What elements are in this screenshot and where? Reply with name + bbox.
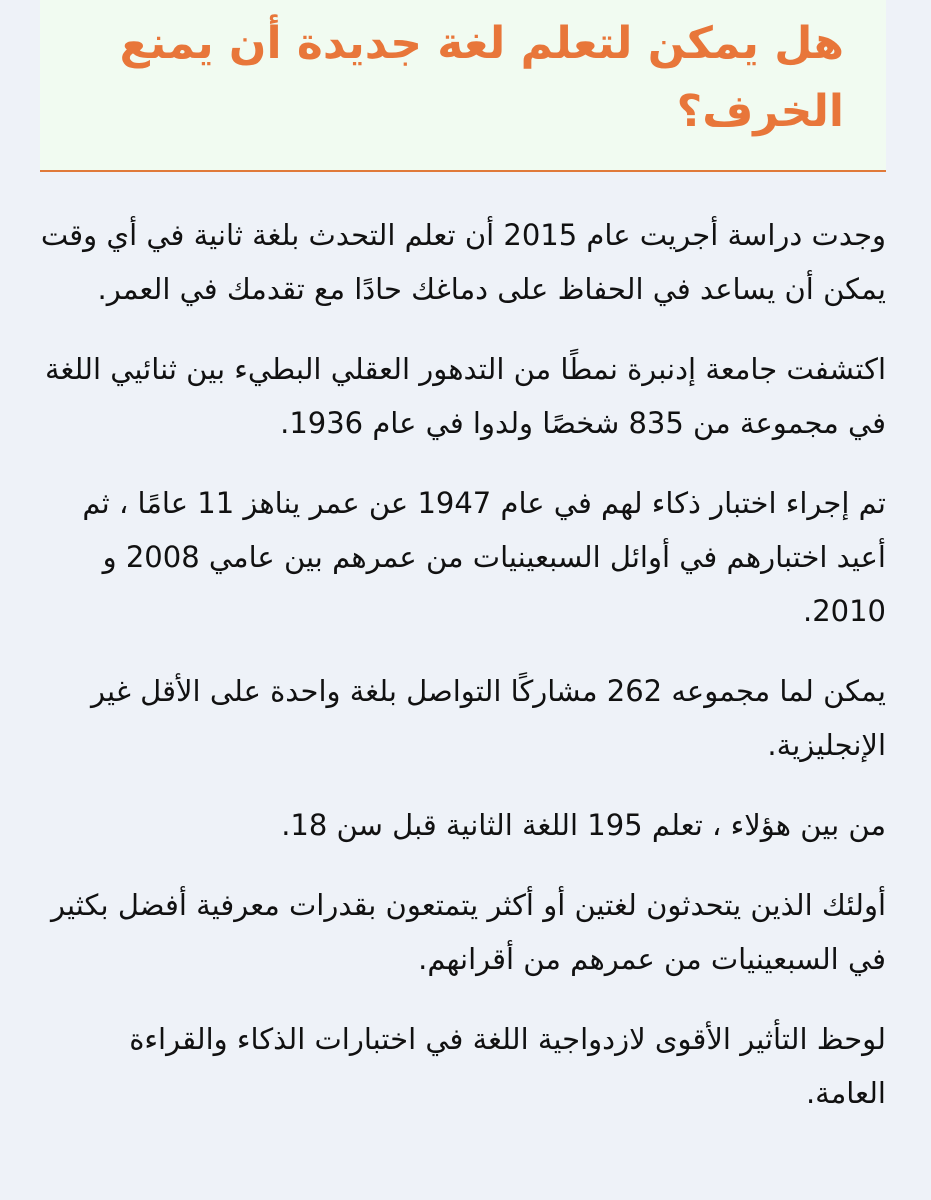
paragraph-study-2015: وجدت دراسة أجريت عام 2015 أن تعلم التحدث بلغة ثانية في أي وقت يمكن أن يساعد في الحفاظ على دماغك حادًا مع تقدمك في العمر. <box>40 218 886 306</box>
paragraph-participants: يمكن لما مجموعه 262 مشاركًا التواصل بلغة واحدة على الأقل غير الإنجليزية. <box>91 674 886 762</box>
paragraph-before-18: من بين هؤلاء ، تعلم 195 اللغة الثانية قبل سن 18. <box>281 808 886 842</box>
paragraph-iq-test: تم إجراء اختبار ذكاء لهم في عام 1947 عن عمر يناهز 11 عامًا ، ثم أعيد اختبارهم في أوائل السبعينيات من عمرهم بين عامي 2008 و 2010. <box>82 486 886 628</box>
title-box <box>40 0 886 172</box>
paragraph-strongest-effect: لوحظ التأثير الأقوى لازدواجية اللغة في اختبارات الذكاء والقراءة العامة. <box>129 1022 886 1110</box>
article-body <box>40 208 886 1146</box>
paragraph-edinburgh: اكتشفت جامعة إدنبرة نمطًا من التدهور العقلي البطيء بين ثنائيي اللغة في مجموعة من 835 شخصًا ولدوا في عام 1936. <box>45 352 886 440</box>
paragraph-cognitive-abilities: أولئك الذين يتحدثون لغتين أو أكثر يتمتعون بقدرات معرفية أفضل بكثير في السبعينيات من عمرهم من أقرانهم. <box>51 888 886 976</box>
article-title: هل يمكن لتعلم لغة جديدة أن يمنع الخرف؟ <box>119 18 844 137</box>
